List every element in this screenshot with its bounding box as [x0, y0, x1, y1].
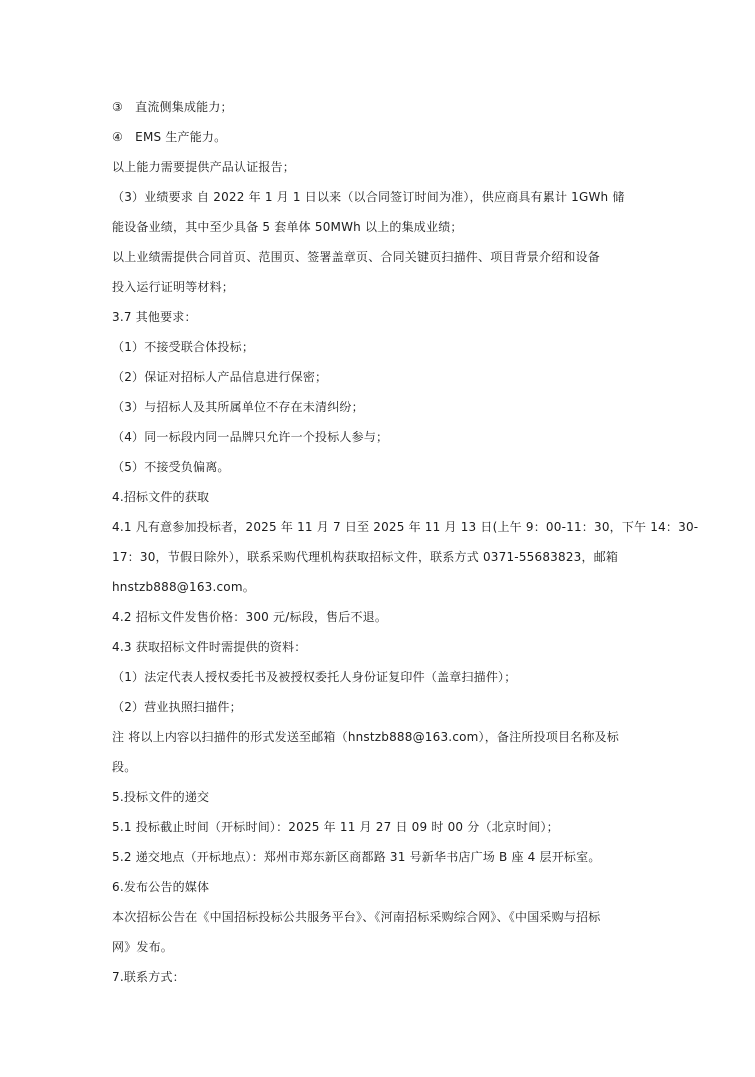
text-line: ③ 直流侧集成能力；: [112, 100, 233, 114]
text-line: 4.1 凡有意参加投标者，2025 年 11 月 7 日至 2025 年 11 月 13 日(上午 9：00-11：30，下午 14：30-: [112, 520, 699, 534]
text-line: （5）不接受负偏离。: [112, 460, 230, 474]
section-heading: 3.7 其他要求：: [112, 310, 197, 324]
text-line: 网》发布。: [112, 940, 174, 954]
text-line: 以上能力需要提供产品认证报告；: [112, 160, 296, 174]
section-heading: 4.招标文件的获取: [112, 490, 210, 504]
text-line: （2）营业执照扫描件；: [112, 700, 242, 714]
text-line: （1）法定代表人授权委托书及被授权委托人身份证复印件（盖章扫描件）；: [112, 670, 517, 684]
text-line: 4.2 招标文件发售价格：300 元/标段，售后不退。: [112, 610, 388, 624]
text-line: hnstzb888@163.com。: [112, 580, 255, 594]
text-line: ④ EMS 生产能力。: [112, 130, 227, 144]
text-line: 5.1 投标截止时间（开标时间）：2025 年 11 月 27 日 09 时 00 分（北京时间）；: [112, 820, 559, 834]
text-line: 投入运行证明等材料；: [112, 280, 235, 294]
text-line: 以上业绩需提供合同首页、范围页、签署盖章页、合同关键页扫描件、项目背景介绍和设备: [112, 250, 601, 264]
text-line: 5.2 递交地点（开标地点）：郑州市郑东新区商都路 31 号新华书店广场 B 座 4 层开标室。: [112, 850, 601, 864]
section-heading: 5.投标文件的递交: [112, 790, 210, 804]
text-line: 注 将以上内容以扫描件的形式发送至邮箱（hnstzb888@163.com），备注所投项目名称及标: [112, 730, 619, 744]
text-line: 能设备业绩，其中至少具备 5 套单体 50MWh 以上的集成业绩；: [112, 220, 463, 234]
text-line: （2）保证对招标人产品信息进行保密；: [112, 370, 328, 384]
section-heading: 6.发布公告的媒体: [112, 880, 210, 894]
text-line: 4.3 获取招标文件时需提供的资料：: [112, 640, 307, 654]
section-heading: 7.联系方式：: [112, 970, 185, 984]
text-line: 17：30，节假日除外），联系采购代理机构获取招标文件，联系方式 0371-55683823，邮箱: [112, 550, 619, 564]
text-line: （3）与招标人及其所属单位不存在未清纠纷；: [112, 400, 364, 414]
text-line: （4）同一标段内同一品牌只允许一个投标人参与；: [112, 430, 389, 444]
text-line: （3）业绩要求 自 2022 年 1 月 1 日以来（以合同签订时间为准），供应商具有累计 1GWh 储: [112, 190, 625, 204]
text-line: 段。: [112, 760, 137, 774]
text-line: 本次招标公告在《中国招标投标公共服务平台》、《河南招标采购综合网》、《中国采购与招标: [112, 910, 601, 924]
text-line: （1）不接受联合体投标；: [112, 340, 255, 354]
